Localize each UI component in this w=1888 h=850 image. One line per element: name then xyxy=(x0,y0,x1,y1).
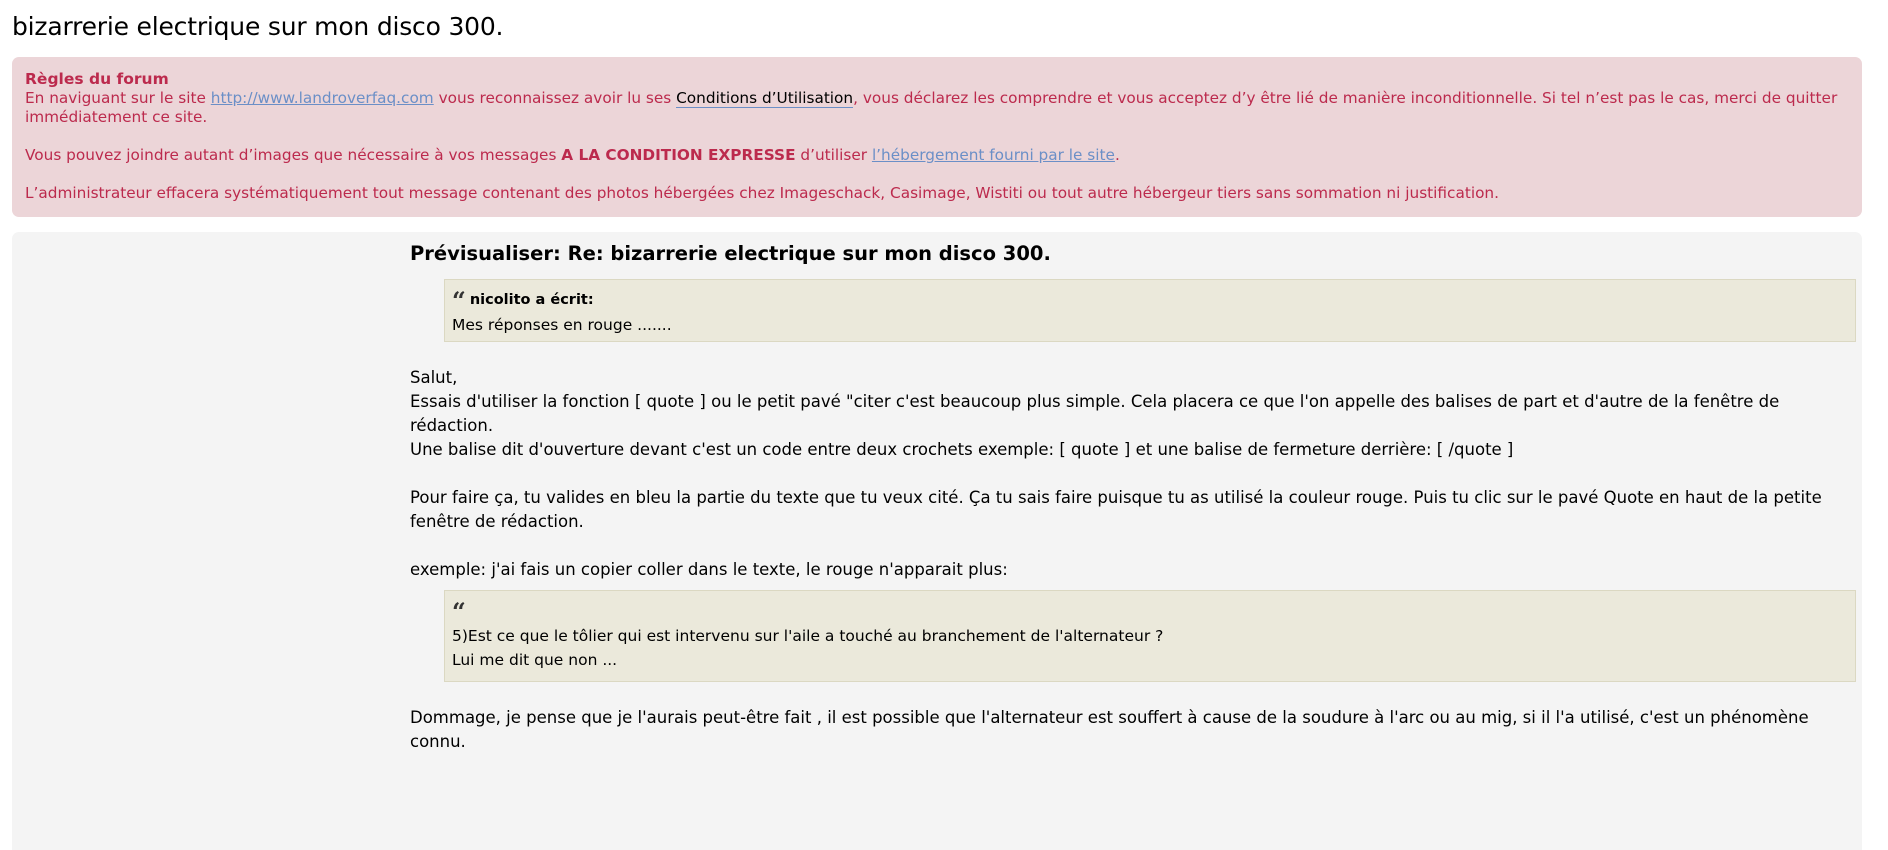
quote-header xyxy=(452,287,1848,313)
quote-mark-icon: “ xyxy=(452,286,466,315)
quote-text: Lui me dit que non ... xyxy=(452,651,618,669)
preview-post xyxy=(410,240,1860,754)
terms-of-use-link[interactable]: Conditions d’Utilisation xyxy=(676,89,854,107)
rules-text: Vous pouvez joindre autant d’images que nécessaire à vos messages xyxy=(25,146,562,164)
quote-header xyxy=(452,598,1848,624)
site-link[interactable]: http://www.landroverfaq.com xyxy=(210,89,434,107)
post-line: Une balise dit d'ouverture devant c'est un code entre deux crochets exemple: [ quote ] et une balise de fermeture derrière: [ /quote ] xyxy=(410,440,1514,459)
quote-mark-icon: “ xyxy=(452,597,466,626)
post-text xyxy=(410,366,1860,582)
forum-rules-paragraph-1 xyxy=(25,89,1849,127)
line-gap xyxy=(410,462,1860,486)
forum-rules-title: Règles du forum xyxy=(25,70,169,88)
topic-title: bizarrerie electrique sur mon disco 300. xyxy=(12,12,504,41)
preview-title: Prévisualiser: Re: bizarrerie electrique sur mon disco 300. xyxy=(410,242,1051,265)
post-line: Pour faire ça, tu valides en bleu la partie du texte que tu veux cité. Ça tu sais faire puisque tu as utilisé la couleur rouge. Puis tu clic sur le pavé Quote en haut de la petite fenêtre de rédaction. xyxy=(410,488,1822,531)
forum-rules-box xyxy=(12,57,1862,217)
quote-block xyxy=(444,279,1856,342)
line-gap xyxy=(410,534,1860,558)
forum-rules-paragraph-3: L’administrateur effacera systématiquement tout message contenant des photos hébergées chez Imageschack, Casimage, Wistiti ou tout autre hébergeur tiers sans sommation ni justification. xyxy=(25,184,1499,202)
quote-author: nicolito a écrit: xyxy=(469,292,594,308)
post-line: Dommage, je pense que je l'aurais peut-être fait , il est possible que l'alternateur est souffert à cause de la soudure à l'arc ou au mig, si il l'a utilisé, c'est un phénomène connu. xyxy=(410,708,1809,751)
post-line: Salut, xyxy=(410,368,458,387)
rules-text: . xyxy=(1114,146,1120,164)
quote-block xyxy=(444,590,1856,682)
rules-text: En naviguant sur le site xyxy=(25,89,211,107)
rules-text: vous reconnaissez avoir lu ses xyxy=(433,89,677,107)
post-text xyxy=(410,706,1860,754)
forum-rules-paragraph-2 xyxy=(25,146,1849,165)
image-hosting-link[interactable]: l’hébergement fourni par le site xyxy=(871,146,1115,164)
rules-emphasis: A LA CONDITION EXPRESSE xyxy=(561,146,796,164)
rules-text: d’utiliser xyxy=(795,146,872,164)
post-line: exemple: j'ai fais un copier coller dans le texte, le rouge n'apparait plus: xyxy=(410,560,1008,579)
quote-text: 5)Est ce que le tôlier qui est intervenu sur l'aile a touché au branchement de l'alternateur ? xyxy=(452,627,1164,645)
post-line: Essais d'utiliser la fonction [ quote ] ou le petit pavé "citer c'est beaucoup plus simple. Cela placera ce que l'on appelle des balises de part et d'autre de la fenêtre de rédaction. xyxy=(410,392,1780,435)
rules-text: , vous déclarez les comprendre et vous acceptez d’y être lié de manière inconditionnelle. Si tel n’est pas le cas, merci de quitter immédiatement ce site. xyxy=(25,89,1838,126)
quote-text: Mes réponses en rouge ....... xyxy=(452,316,672,334)
